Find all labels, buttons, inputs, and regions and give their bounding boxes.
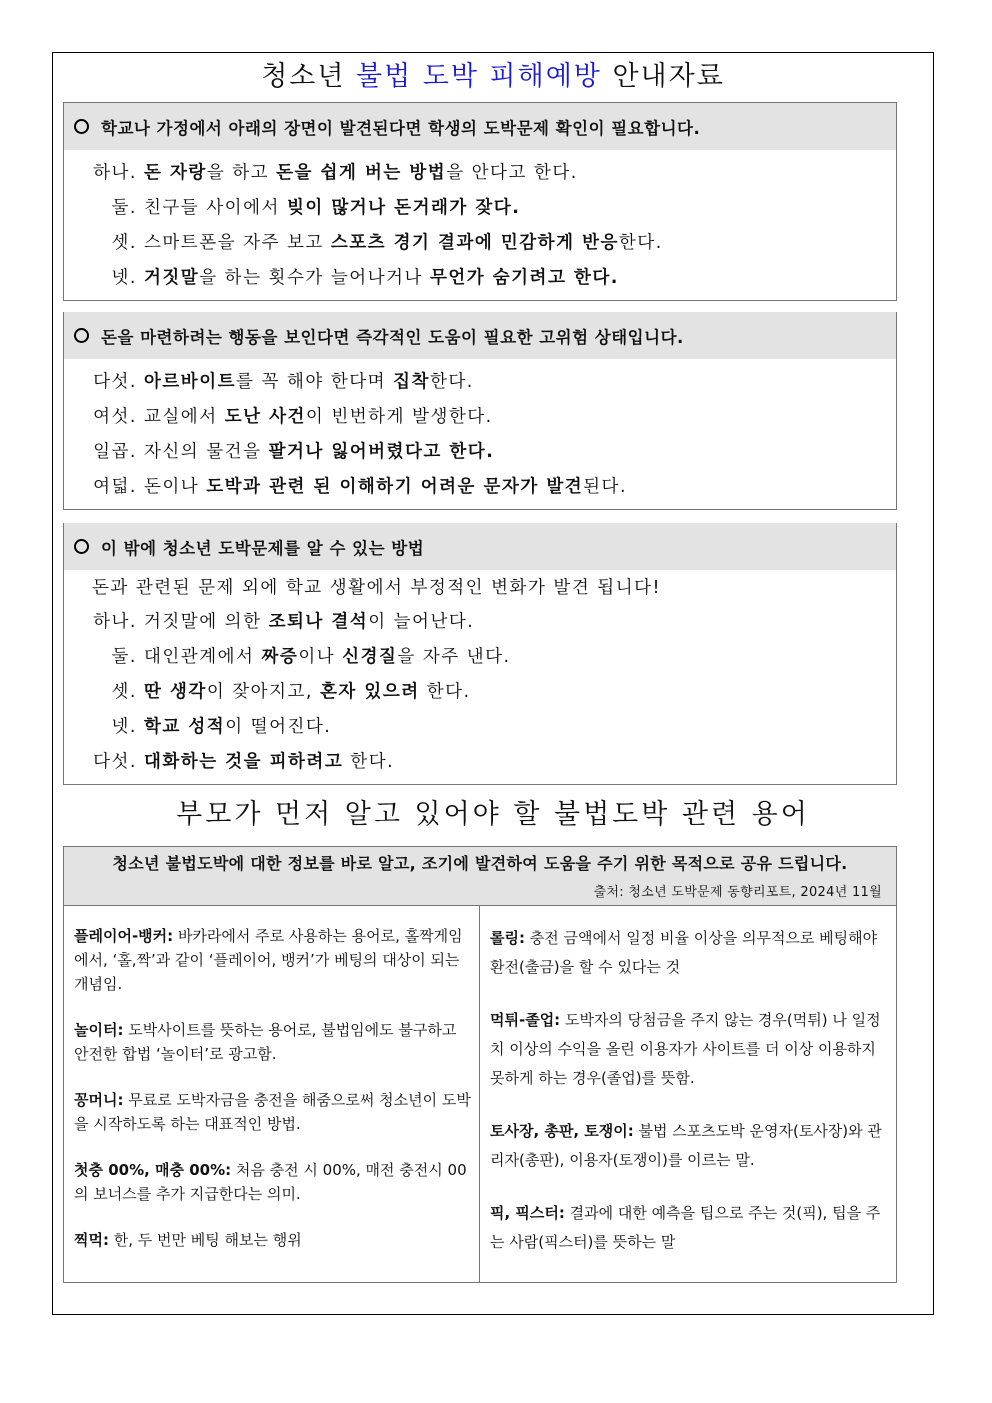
body-text: 을 자주 낸다. xyxy=(397,647,511,667)
body-text: 돈이나 xyxy=(144,477,207,497)
list-item-number: 다섯. xyxy=(93,752,137,772)
body-text: 대인관계에서 xyxy=(144,647,262,667)
glossary-term: 롤링: xyxy=(490,929,525,947)
glossary-definition: 결과에 대한 예측을 팁으로 주는 것(픽), 팁을 주는 사람(픽스터)를 뜻하는 말 xyxy=(490,1204,881,1251)
glossary-entry xyxy=(74,1158,471,1206)
emphasis-text: 집착 xyxy=(393,372,430,392)
body-text: 이 잦아지고, xyxy=(206,682,321,702)
section-body xyxy=(64,150,896,300)
body-text: 이나 xyxy=(298,647,343,667)
section-heading-text: 이 밖에 청소년 도박문제를 알 수 있는 방법 xyxy=(101,538,425,558)
body-text: 이 빈번하게 발생한다. xyxy=(305,407,493,427)
glossary-term: 찍먹: xyxy=(74,1231,109,1249)
glossary-entry xyxy=(74,1088,471,1136)
body-text: 교실에서 xyxy=(144,407,225,427)
circle-bullet-icon xyxy=(74,328,89,343)
list-item xyxy=(82,191,896,226)
glossary-definition: 처음 충전 시 00%, 매전 충전시 00의 보너스를 추가 지급한다는 의미. xyxy=(74,1161,467,1203)
emphasis-text: 팔거나 잃어버렸다고 한다. xyxy=(268,442,495,462)
list-item xyxy=(82,226,896,261)
list-item xyxy=(82,710,896,745)
glossary-term: 놀이터: xyxy=(74,1021,124,1039)
glossary-entry xyxy=(74,1228,471,1252)
section-heading xyxy=(64,103,896,150)
list-item-number: 둘. xyxy=(111,198,137,218)
list-item-number: 여섯. xyxy=(93,407,137,427)
glossary-definition: 충전 금액에서 일정 비율 이상을 의무적으로 베팅해야 환전(출금)을 할 수 있다는 것 xyxy=(490,929,878,976)
list-item xyxy=(82,470,896,505)
section-body xyxy=(64,605,896,784)
glossary-term: 픽, 픽스터: xyxy=(490,1204,565,1222)
glossary-term: 플레이어-뱅커: xyxy=(74,927,174,945)
list-item xyxy=(82,675,896,710)
body-text: 를 꼭 해야 한다며 xyxy=(236,372,394,392)
emphasis-text: 짜증 xyxy=(261,647,299,667)
terms-header xyxy=(64,847,896,906)
list-item-number: 하나. xyxy=(93,163,137,183)
emphasis-text: 도난 사건 xyxy=(224,407,306,427)
body-text: 친구들 사이에서 xyxy=(144,198,287,218)
glossary-definition: 도박자의 당첨금을 주지 않는 경우(먹튀) 나 일정 치 이상의 수익을 올린 이용자가 사이트를 더 이상 이용하지 못하게 하는 경우(졸업)를 뜻함. xyxy=(490,1011,881,1087)
list-item xyxy=(82,640,896,675)
section-intro: 돈과 관련된 문제 외에 학교 생활에서 부정적인 변화가 발견 됩니다! xyxy=(92,578,662,598)
emphasis-text: 학교 성적 xyxy=(144,717,226,737)
list-item xyxy=(82,365,896,400)
emphasis-text: 돈을 쉽게 버는 방법 xyxy=(276,163,447,183)
body-text: 거짓말에 의한 xyxy=(144,612,269,632)
section-high-risk xyxy=(63,312,897,510)
list-item-number: 넷. xyxy=(111,268,137,288)
glossary-definition: 한, 두 번만 베팅 해보는 행위 xyxy=(108,1231,302,1249)
emphasis-text: 돈 자랑 xyxy=(144,163,207,183)
glossary-definition: 바카라에서 주로 사용하는 용어로, 홀짝게임에서, ‘홀,짝’과 같이 ‘플레이어, 뱅커’가 베팅의 대상이 되는 개념임. xyxy=(74,927,463,993)
body-text: 된다. xyxy=(583,477,628,497)
emphasis-text: 아르바이트 xyxy=(144,372,237,392)
list-item xyxy=(82,435,896,470)
glossary-term: 먹튀-졸업: xyxy=(490,1011,561,1029)
glossary-entry xyxy=(490,1117,888,1175)
terms-right-column xyxy=(480,906,896,1282)
section-heading-text: 돈을 마련하려는 행동을 보인다면 즉각적인 도움이 필요한 고위험 상태입니다. xyxy=(101,327,684,347)
emphasis-text: 대화하는 것을 피하려고 xyxy=(144,752,344,772)
circle-bullet-icon xyxy=(74,119,89,134)
emphasis-text: 도박과 관련 된 이해하기 어려운 문자가 발견 xyxy=(206,477,584,497)
list-item xyxy=(82,745,896,780)
body-text: 이 떨어진다. xyxy=(225,717,332,737)
list-item-number: 다섯. xyxy=(93,372,137,392)
glossary-entry xyxy=(74,1018,471,1066)
title-prefix: 청소년 xyxy=(261,61,357,92)
list-item-number: 하나. xyxy=(93,612,137,632)
emphasis-text: 신경질 xyxy=(342,647,398,667)
emphasis-text: 거짓말 xyxy=(144,268,200,288)
list-item-number: 여덟. xyxy=(93,477,137,497)
glossary-definition: 무료로 도박자금을 충전을 해줌으로써 청소년이 도박을 시작하도록 하는 대표적인 방법. xyxy=(74,1091,471,1133)
body-text: 을 하는 횟수가 늘어나거나 xyxy=(199,268,430,288)
body-text: 한다. xyxy=(419,682,471,702)
list-item xyxy=(82,261,896,296)
glossary-definition: 도박사이트를 뜻하는 용어로, 불법임에도 불구하고 안전한 합법 ‘놀이터’로 광고함. xyxy=(74,1021,457,1063)
glossary-definition: 불법 스포츠도박 운영자(토사장)와 관리자(총판), 이용자(토쟁이)를 이르는 말. xyxy=(490,1122,882,1169)
glossary-term: 토사장, 총판, 토쟁이: xyxy=(490,1122,634,1140)
list-item-number: 일곱. xyxy=(93,442,137,462)
emphasis-text: 빚이 많거나 돈거래가 잦다. xyxy=(286,198,521,218)
section-body xyxy=(64,359,896,509)
terms-left-column xyxy=(64,906,480,1282)
page-title xyxy=(53,53,933,101)
body-text: 한다. xyxy=(429,372,474,392)
terms-title: 부모가 먼저 알고 있어야 할 불법도박 관련 용어 xyxy=(176,799,810,830)
section-warning-signs xyxy=(63,102,897,301)
section-other-signs xyxy=(63,523,897,785)
section-heading-text: 학교나 가정에서 아래의 장면이 발견된다면 학생의 도박문제 확인이 필요합니다. xyxy=(101,118,701,138)
list-item xyxy=(82,605,896,640)
terms-columns xyxy=(64,906,896,1282)
body-text: 한다. xyxy=(343,752,395,772)
list-item-number: 넷. xyxy=(111,717,137,737)
body-text: 한다. xyxy=(618,233,663,253)
glossary-term: 꽁머니: xyxy=(74,1091,124,1109)
glossary-entry xyxy=(490,924,888,982)
list-item-number: 둘. xyxy=(111,647,137,667)
title-suffix: 안내자료 xyxy=(601,61,725,92)
terms-header-text: 청소년 불법도박에 대한 정보를 바로 알고, 조기에 발견하여 도움을 주기 위한 목적으로 공유 드립니다. xyxy=(112,854,848,873)
list-item-number: 셋. xyxy=(111,233,137,253)
section-heading xyxy=(64,312,896,359)
body-text: 이 늘어난다. xyxy=(368,612,475,632)
glossary-entry xyxy=(490,1006,888,1093)
glossary-entry xyxy=(490,1199,888,1257)
emphasis-text: 조퇴나 결석 xyxy=(268,612,369,632)
list-item xyxy=(82,400,896,435)
body-text: 을 안다고 한다. xyxy=(446,163,578,183)
emphasis-text: 혼자 있으려 xyxy=(320,682,420,702)
emphasis-text: 딴 생각 xyxy=(144,682,207,702)
title-highlight: 불법 도박 피해예방 xyxy=(356,61,602,92)
terms-source: 출처: 청소년 도박문제 동향리포트, 2024년 11월 xyxy=(593,885,882,900)
circle-bullet-icon xyxy=(74,539,89,554)
emphasis-text: 무언가 숨기려고 한다. xyxy=(429,268,619,288)
body-text: 을 하고 xyxy=(206,163,277,183)
list-item-number: 셋. xyxy=(111,682,137,702)
document-frame xyxy=(52,52,934,1315)
body-text: 스마트폰을 자주 보고 xyxy=(144,233,331,253)
glossary-term: 첫충 00%, 매충 00%: xyxy=(74,1161,232,1179)
body-text: 자신의 물건을 xyxy=(144,442,269,462)
section-heading xyxy=(64,523,896,570)
emphasis-text: 스포츠 경기 결과에 민감하게 반응 xyxy=(330,233,619,253)
glossary-entry xyxy=(74,924,471,996)
list-item xyxy=(82,156,896,191)
terms-box xyxy=(63,846,897,1283)
